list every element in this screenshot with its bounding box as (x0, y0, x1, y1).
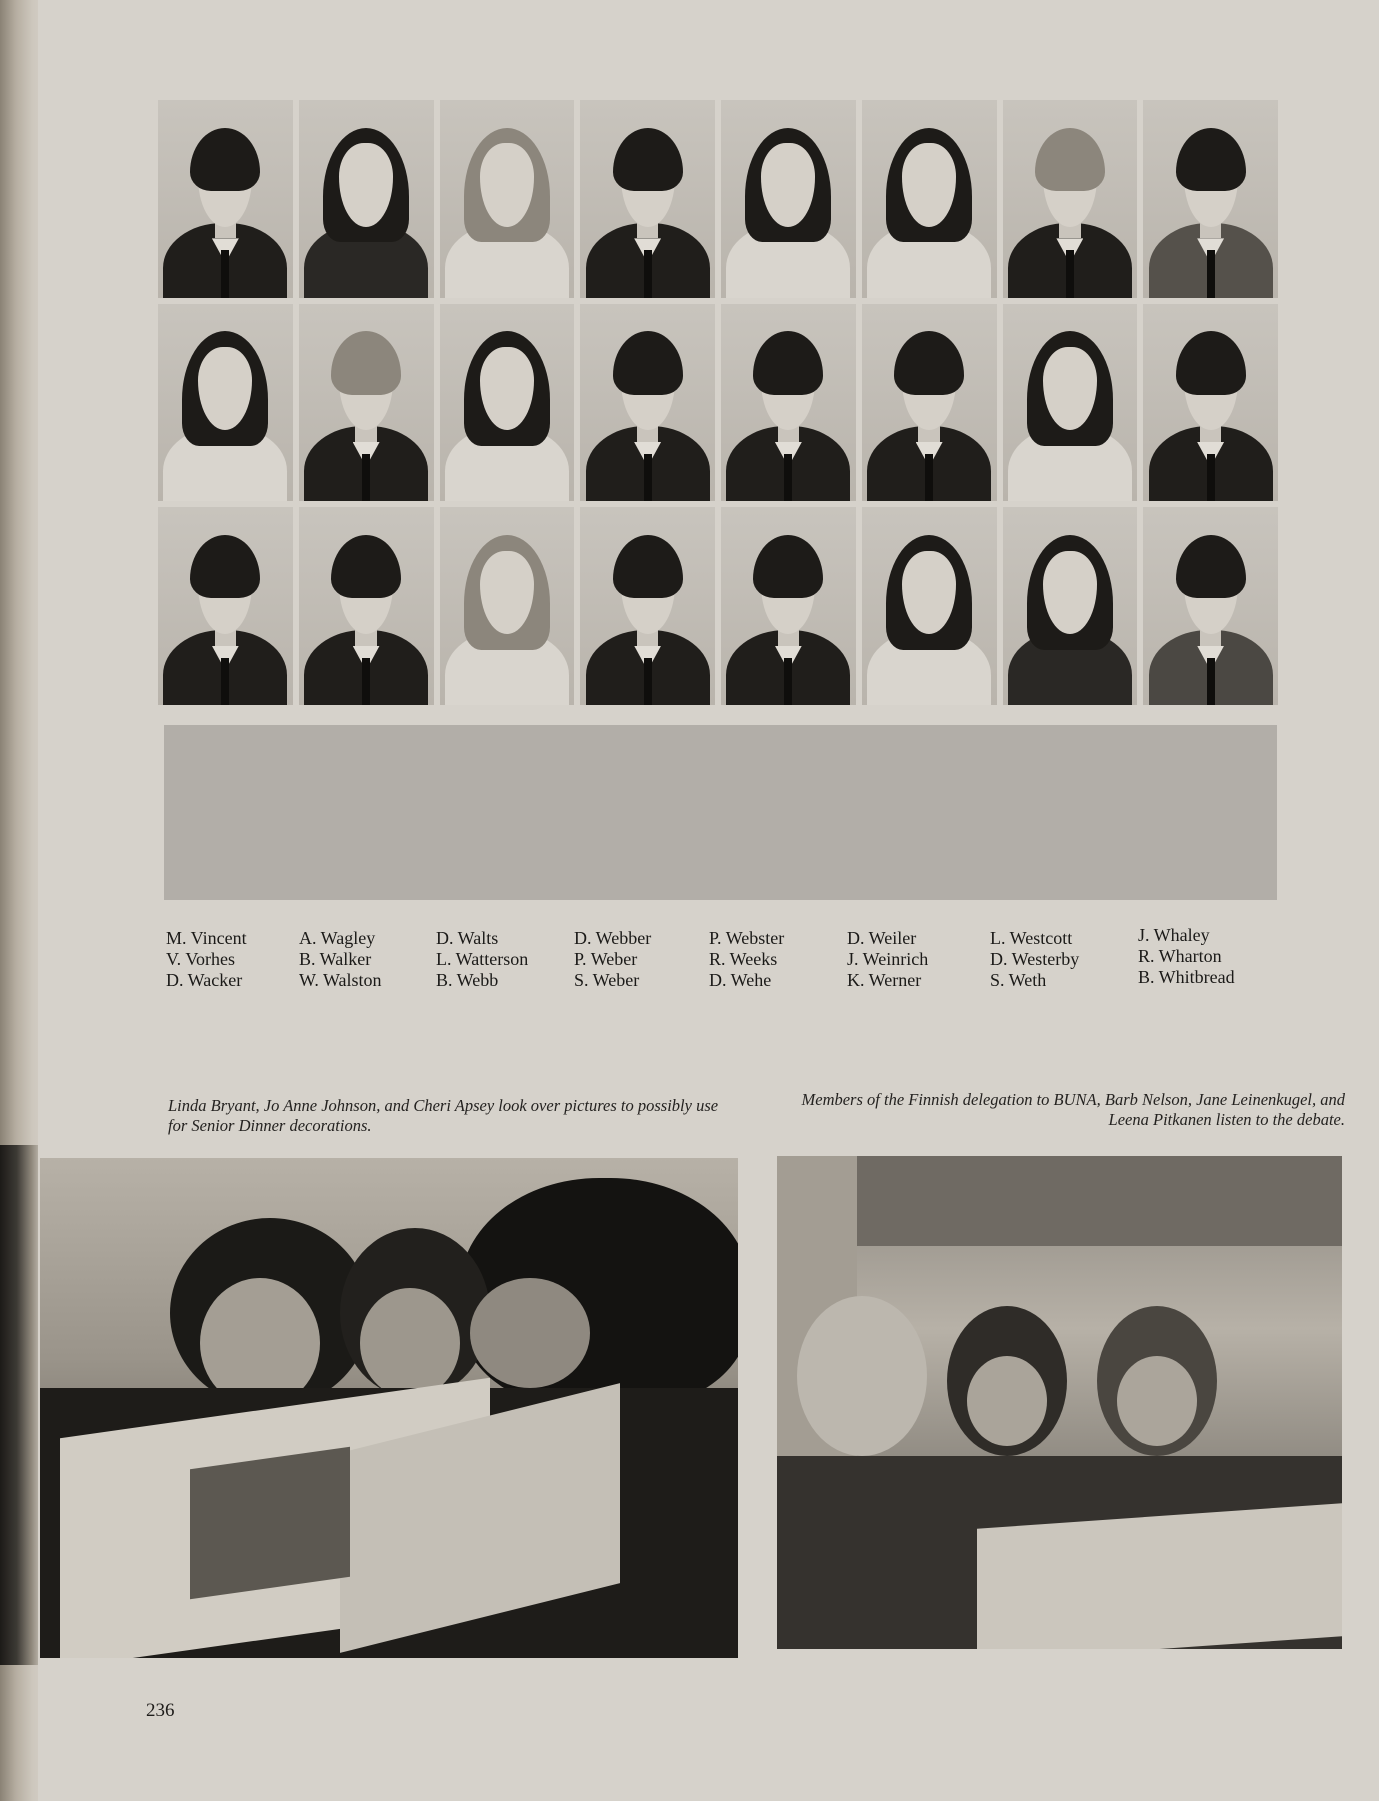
student-name: S. Weth (990, 970, 1047, 990)
student-name: L. Westcott (990, 928, 1073, 948)
student-name: J. Weinrich (847, 949, 929, 969)
student-name: B. Walker (299, 949, 372, 969)
student-name: D. Weiler (847, 928, 917, 948)
name-column (709, 928, 784, 991)
book-binding-shadow (0, 1145, 42, 1665)
name-column (574, 928, 651, 991)
student-name: D. Walts (436, 928, 499, 948)
name-column (299, 928, 382, 991)
portrait-photo (440, 507, 575, 705)
student-name: W. Walston (299, 970, 382, 990)
student-name: K. Werner (847, 970, 922, 990)
portrait-photo (1143, 100, 1278, 298)
portrait-photo (721, 100, 856, 298)
student-name: D. Wacker (166, 970, 243, 990)
name-column (847, 928, 928, 991)
student-name: M. Vincent (166, 928, 247, 948)
student-name: D. Wehe (709, 970, 772, 990)
portrait-photo (721, 304, 856, 502)
portrait-photo (158, 304, 293, 502)
portrait-photo (862, 304, 997, 502)
student-name: P. Webster (709, 928, 785, 948)
name-column (1138, 925, 1235, 988)
portrait-photo (158, 507, 293, 705)
student-name: S. Weber (574, 970, 640, 990)
portrait-photo (580, 100, 715, 298)
student-name: D. Webber (574, 928, 652, 948)
student-name: A. Wagley (299, 928, 376, 948)
caption-right-photo: Members of the Finnish delegation to BUNA, Barb Nelson, Jane Leinenkugel, and Leena Pitkanen listen to the debate. (801, 1090, 1345, 1129)
portrait-photo (1003, 100, 1138, 298)
portrait-photo (862, 100, 997, 298)
portrait-photo (580, 304, 715, 502)
student-name: R. Weeks (709, 949, 778, 969)
photo-finnish-delegation-buna (777, 1156, 1342, 1649)
portrait-name-list (166, 925, 1286, 998)
portrait-photo (299, 304, 434, 502)
student-name: P. Weber (574, 949, 638, 969)
portrait-photo (862, 507, 997, 705)
name-column (990, 928, 1079, 991)
portrait-photo (1003, 304, 1138, 502)
student-name: L. Watterson (436, 949, 529, 969)
portrait-photo (440, 304, 575, 502)
name-column (166, 928, 247, 991)
portrait-photo (158, 100, 293, 298)
blank-grey-panel (164, 725, 1277, 900)
caption-left-photo: Linda Bryant, Jo Anne Johnson, and Cheri Apsey look over pictures to possibly use for Senior Dinner decorations. (168, 1096, 719, 1135)
student-name: D. Westerby (990, 949, 1080, 969)
portrait-photo (440, 100, 575, 298)
student-name: J. Whaley (1138, 925, 1210, 945)
photo-girls-looking-at-pictures (40, 1158, 738, 1658)
name-column (436, 928, 528, 991)
portrait-photo (1003, 507, 1138, 705)
portrait-photo (721, 507, 856, 705)
student-name: V. Vorhes (166, 949, 236, 969)
student-name: R. Wharton (1138, 946, 1222, 966)
portrait-photo (299, 100, 434, 298)
portrait-photo (1143, 507, 1278, 705)
page-number: 236 (146, 1700, 175, 1721)
portrait-photo (580, 507, 715, 705)
student-name: B. Whitbread (1138, 967, 1235, 987)
student-name: B. Webb (436, 970, 499, 990)
portrait-photo (1143, 304, 1278, 502)
senior-portrait-grid (158, 100, 1278, 705)
portrait-photo (299, 507, 434, 705)
